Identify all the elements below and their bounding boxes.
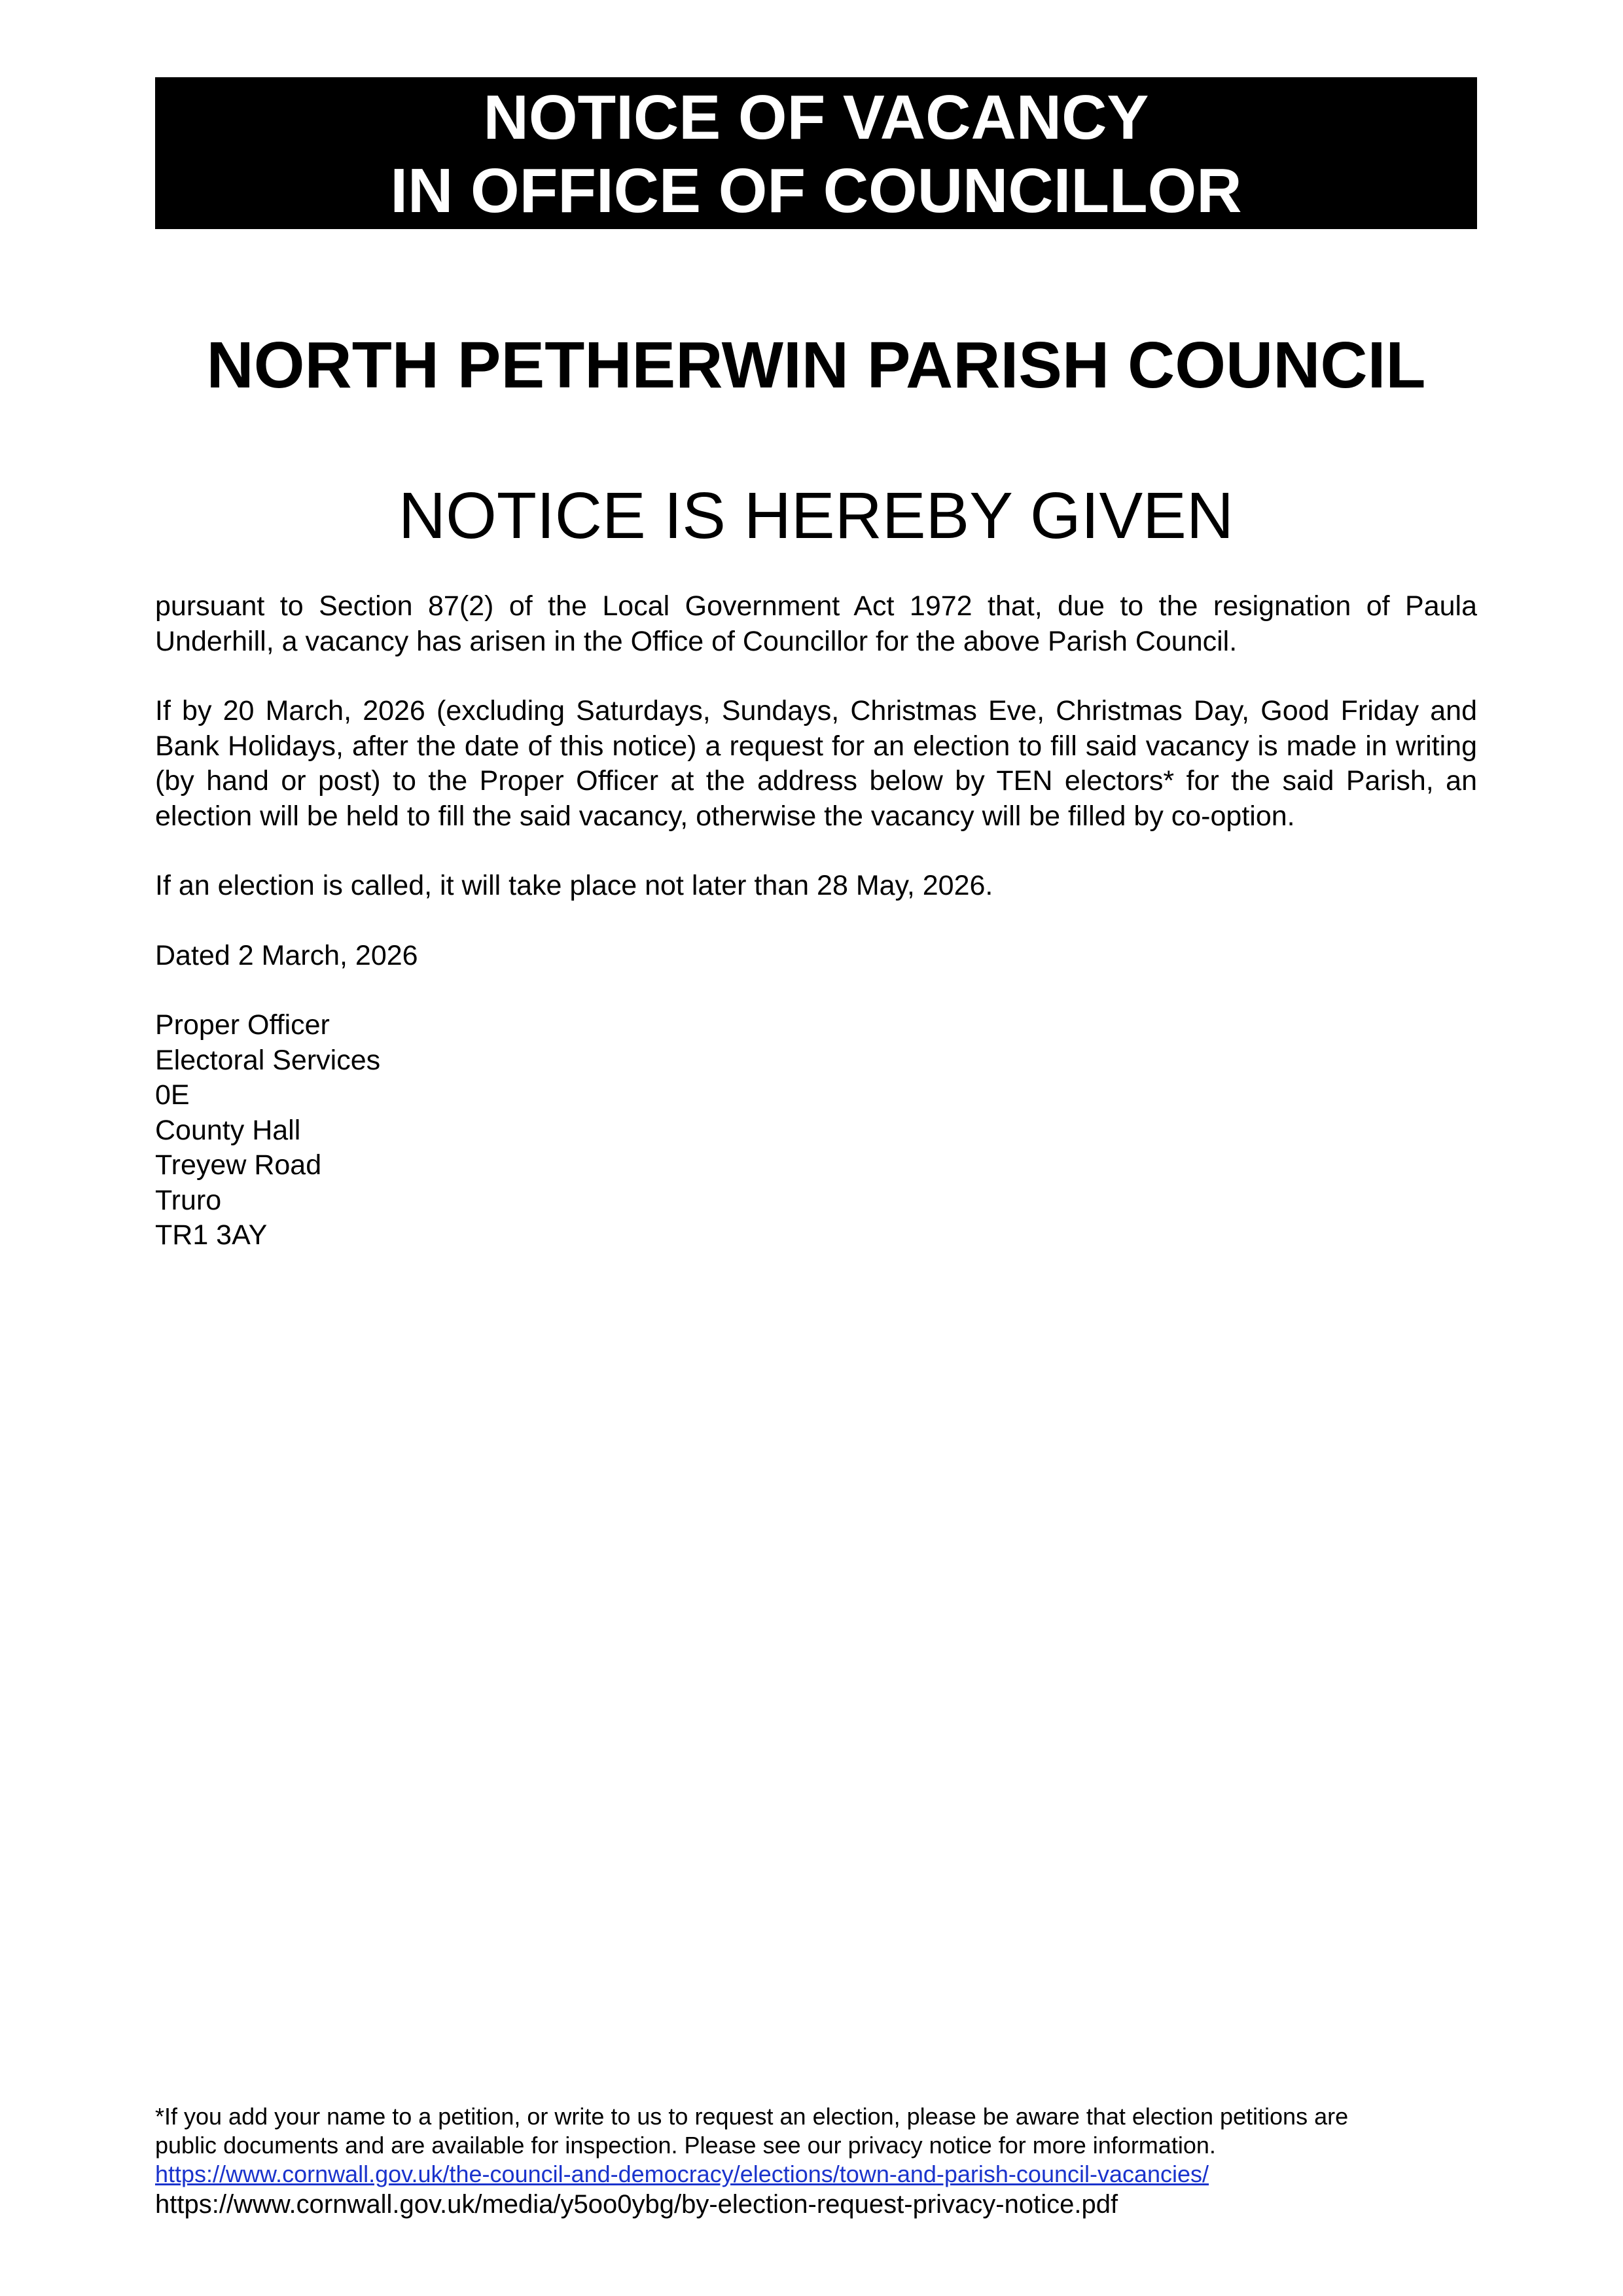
banner-line-1: NOTICE OF VACANCY: [483, 82, 1149, 152]
notice-body: [155, 589, 1477, 1253]
paragraph-election-date: If an election is called, it will take place not later than 28 May, 2026.: [155, 870, 993, 901]
address-block: [155, 1008, 1477, 1253]
title-banner: [155, 77, 1477, 229]
address-line: Treyew Road: [155, 1149, 322, 1181]
notice-heading: NOTICE IS HEREBY GIVEN: [398, 479, 1234, 552]
privacy-notice-url: https://www.cornwall.gov.uk/media/y5oo0ybg/by-election-request-privacy-notice.pdf: [155, 2190, 1118, 2219]
address-line: TR1 3AY: [155, 1219, 268, 1251]
banner-line-2: IN OFFICE OF COUNCILLOR: [390, 156, 1242, 226]
address-line: Proper Officer: [155, 1009, 330, 1041]
footer-note-line-1: *If you add your name to a petition, or write to us to request an election, please be aware that election petitions are: [155, 2103, 1349, 2130]
vacancies-link[interactable]: https://www.cornwall.gov.uk/the-council-and-democracy/elections/town-and-parish-council-vacancies/: [155, 2161, 1209, 2187]
council-name: NORTH PETHERWIN PARISH COUNCIL: [206, 329, 1426, 402]
dated-line: Dated 2 March, 2026: [155, 939, 418, 971]
address-line: County Hall: [155, 1114, 301, 1146]
paragraph-election-request: If by 20 March, 2026 (excluding Saturdays, Sundays, Christmas Eve, Christmas Day, Good Friday and Bank Holidays, after the date of this notice) a request for an election to fill said vacancy is made in writing (by hand or post) to the Proper Officer at the address below by TEN electors* for the said Parish, an election will be held to fill the said vacancy, otherwise the vacancy will be filled by co-option.: [155, 695, 1477, 832]
footer-note: [155, 2102, 1477, 2220]
paragraph-resignation: pursuant to Section 87(2) of the Local Government Act 1972 that, due to the resignation of Paula Underhill, a vacancy has arisen in the Office of Councillor for the above Parish Council.: [155, 590, 1477, 657]
address-line: Truro: [155, 1184, 222, 1216]
footer-note-line-2: public documents and are available for inspection. Please see our privacy notice for more information.: [155, 2132, 1216, 2159]
address-line: Electoral Services: [155, 1044, 381, 1076]
address-line: 0E: [155, 1079, 190, 1111]
